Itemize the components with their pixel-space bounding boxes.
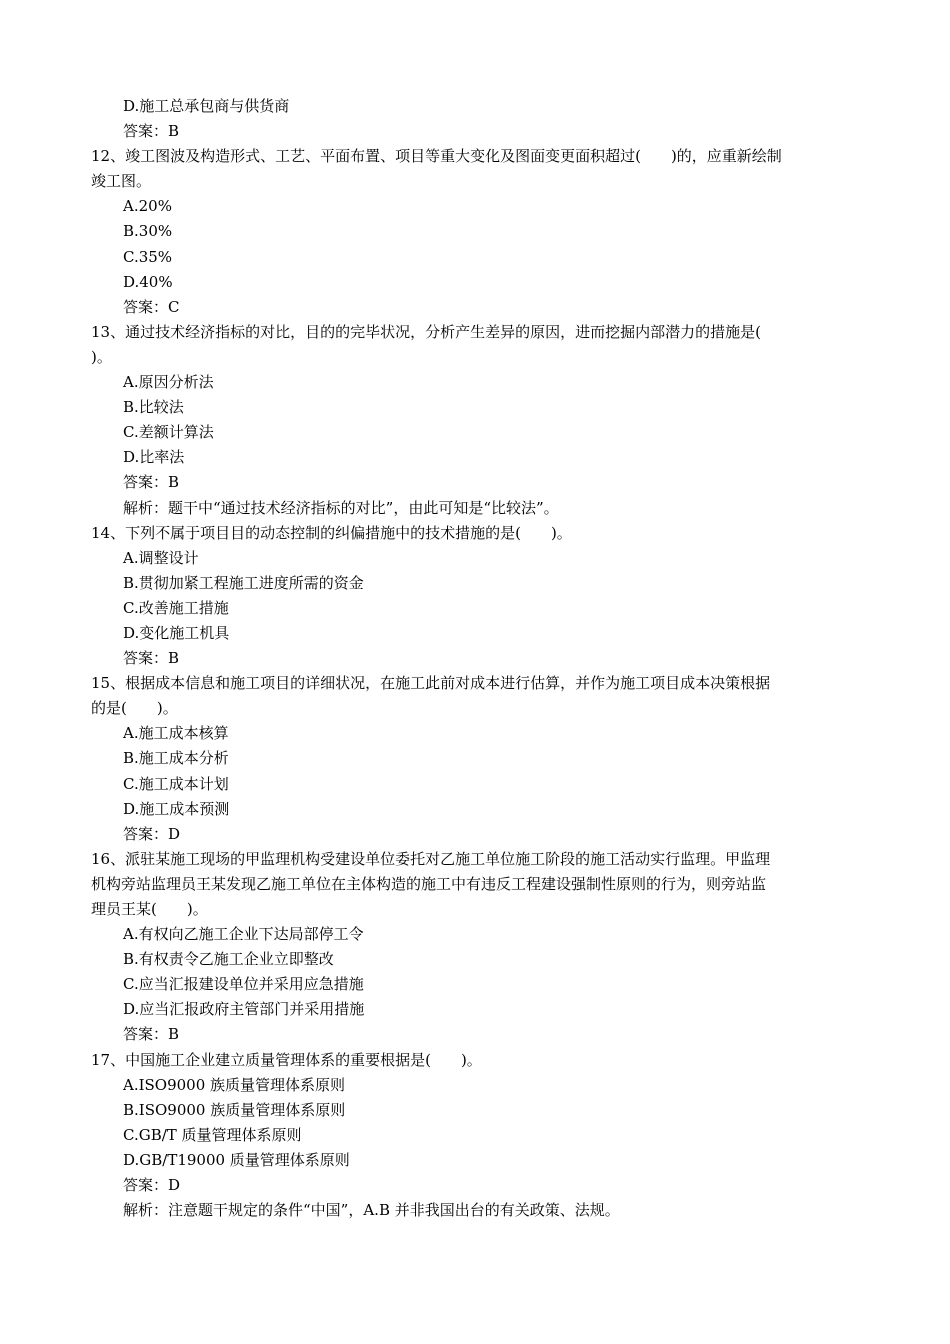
q17-option-d: D.GB/T19000 质量管理体系原则 — [123, 1150, 350, 1169]
q17-answer: 答案：D — [123, 1176, 181, 1195]
q12-stem-line1: 12、竣工图波及构造形式、工艺、平面布置、项目等重大变化及图面变更面积超过( )的，应重新绘制 — [91, 147, 782, 166]
q13-option-a: A.原因分析法 — [123, 373, 214, 392]
q17-explanation: 解析：注意题干规定的条件“中国”，A.B 并非我国出台的有关政策、法规。 — [123, 1201, 620, 1220]
q11-option-d: D.施工总承包商与供货商 — [123, 97, 290, 115]
q13-option-b: B.比较法 — [123, 398, 184, 417]
q14-option-b: B.贯彻加紧工程施工进度所需的资金 — [123, 573, 364, 592]
q13-answer: 答案：B — [123, 473, 180, 492]
q16-option-a: A.有权向乙施工企业下达局部停工令 — [123, 925, 364, 944]
q12-option-a: A.20% — [123, 197, 172, 216]
q16-option-c: C.应当汇报建设单位并采用应急措施 — [123, 975, 364, 994]
q15-answer: 答案：D — [123, 824, 181, 843]
q17-option-c: C.GB/T 质量管理体系原则 — [123, 1125, 302, 1144]
q13-option-d: D.比率法 — [123, 448, 185, 467]
q15-option-a: A.施工成本核算 — [123, 724, 229, 743]
q11-answer: 答案：B — [123, 122, 180, 141]
q17-option-a: A.ISO9000 族质量管理体系原则 — [123, 1075, 346, 1094]
q16-option-b: B.有权责令乙施工企业立即整改 — [123, 950, 334, 969]
q12-option-d: D.40% — [123, 272, 173, 291]
q12-option-c: C.35% — [123, 247, 173, 266]
q12-option-b: B.30% — [123, 222, 173, 241]
q15-stem-line2: 的是( )。 — [91, 699, 178, 718]
q14-option-c: C.改善施工措施 — [123, 598, 229, 617]
q15-stem-line1: 15、根据成本信息和施工项目的详细状况，在施工此前对成本进行估算，并作为施工项目成本决策根据 — [91, 674, 771, 693]
q12-stem-line2: 竣工图。 — [91, 172, 152, 191]
q12-answer: 答案：C — [123, 297, 180, 316]
q14-stem-line1: 14、下列不属于项目目的动态控制的纠偏措施中的技术措施的是( )。 — [91, 523, 572, 542]
q16-stem-line3: 理员王某( )。 — [91, 900, 208, 918]
q13-explanation: 解析：题干中“通过技术经济指标的对比”，由此可知是“比较法”。 — [123, 498, 559, 517]
q17-stem-line1: 17、中国施工企业建立质量管理体系的重要根据是( )。 — [91, 1050, 482, 1069]
q16-stem-line2: 机构旁站监理员王某发现乙施工单位在主体构造的施工中有违反工程建设强制性原则的行为，则旁站监 — [91, 874, 767, 893]
q16-stem-line1: 16、派驻某施工现场的甲监理机构受建设单位委托对乙施工单位施工阶段的施工活动实行监理。甲监理 — [91, 849, 771, 868]
q16-option-d: D.应当汇报政府主管部门并采用措施 — [123, 1000, 365, 1019]
q13-stem-line2: )。 — [91, 347, 112, 366]
q14-answer: 答案：B — [123, 649, 180, 668]
q15-option-b: B.施工成本分析 — [123, 749, 229, 768]
q17-option-b: B.ISO9000 族质量管理体系原则 — [123, 1100, 346, 1119]
q13-stem-line1: 13、通过技术经济指标的对比，目的的完毕状况，分析产生差异的原因，进而挖掘内部潜力的措施是( — [91, 322, 761, 341]
q14-option-a: A.调整设计 — [123, 548, 199, 567]
q13-option-c: C.差额计算法 — [123, 423, 214, 442]
q15-option-d: D.施工成本预测 — [123, 799, 230, 818]
q15-option-c: C.施工成本计划 — [123, 774, 229, 793]
document-page — [0, 94, 950, 1223]
q14-option-d: D.变化施工机具 — [123, 623, 230, 642]
q16-answer: 答案：B — [123, 1025, 180, 1044]
